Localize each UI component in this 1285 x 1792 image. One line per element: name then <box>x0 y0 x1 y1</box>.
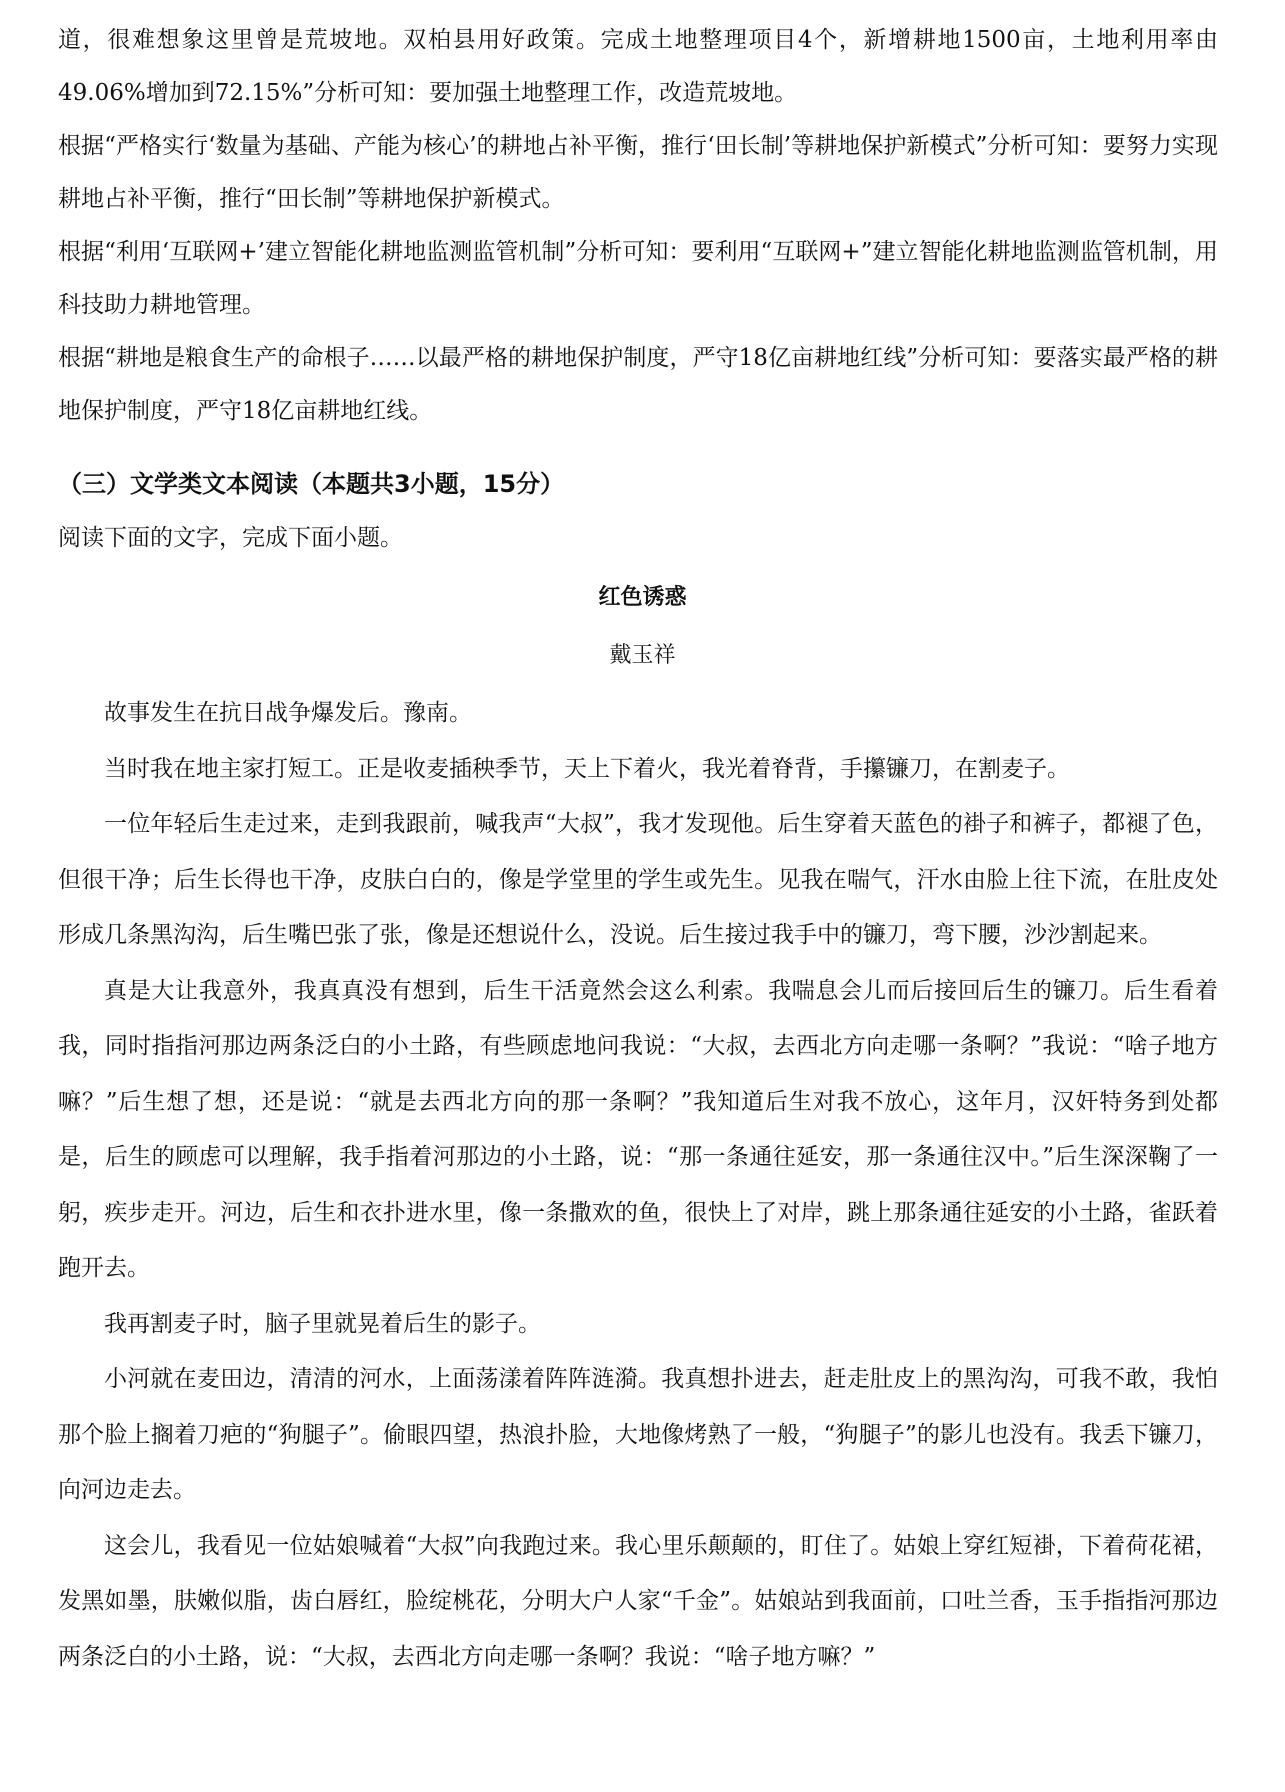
section-heading: （三）文学类文本阅读（本题共3小题，15分） <box>58 470 565 498</box>
analysis-paragraph: 根据“严格实行‘数量为基础、产能为核心’的耕地占补平衡，推行‘田长制’等耕地保护新模式”分析可知：要努力实现耕地占补平衡，推行“田长制”等耕地保护新模式。 <box>58 133 1218 212</box>
story-paragraph: 一位年轻后生走过来，走到我跟前，喊我声“大叔”，我才发现他。后生穿着天蓝色的褂子和裤子，都褪了色，但很干净；后生长得也干净，皮肤白白的，像是学堂里的学生或先生。见我在喘气，汗水由脸上往下流，在肚皮处形成几条黑沟沟，后生嘴巴张了张，像是还想说什么，没说。后生接过我手中的镰刀，弯下腰，沙沙割起来。 <box>58 811 1218 948</box>
analysis-text <box>58 14 1218 438</box>
story-paragraph: 真是大让我意外，我真真没有想到，后生干活竟然会这么利索。我喘息会儿而后接回后生的镰刀。后生看着我，同时指指河那边两条泛白的小土路，有些顾虑地问我说：“大叔，去西北方向走哪一条啊？”我说：“啥子地方嘛？”后生想了想，还是说：“就是去西北方向的那一条啊？”我知道后生对我不放心，这年月，汉奸特务到处都是，后生的顾虑可以理解，我手指着河那边的小土路，说：“那一条通往延安，那一条通往汉中。”后生深深鞠了一躬，疾步走开。河边，后生和衣扑进水里，像一条撒欢的鱼，很快上了对岸，跳上那条通往延安的小土路，雀跃着跑开去。 <box>58 977 1218 1281</box>
analysis-paragraph: 根据“耕地是粮食生产的命根子……以最严格的耕地保护制度，严守18亿亩耕地红线”分析可知：要落实最严格的耕地保护制度，严守18亿亩耕地红线。 <box>58 345 1218 424</box>
story-paragraph: 当时我在地主家打短工。正是收麦插秧季节，天上下着火，我光着脊背，手攥镰刀，在割麦子。 <box>104 755 1070 782</box>
section-instruction: 阅读下面的文字，完成下面小题。 <box>58 525 403 551</box>
story-paragraph: 小河就在麦田边，清清的河水，上面荡漾着阵阵涟漪。我真想扑进去，赶走肚皮上的黑沟沟，可我不敢，我怕那个脸上搁着刀疤的“狗腿子”。偷眼四望，热浪扑脸，大地像烤熟了一般，“狗腿子”的影儿也没有。我丢下镰刀，向河边走去。 <box>58 1366 1218 1503</box>
story-paragraph: 这会儿，我看见一位姑娘喊着“大叔”向我跑过来。我心里乐颠颠的，盯住了。姑娘上穿红短褂，下着荷花裙，发黑如墨，肤嫩似脂，齿白唇红，脸绽桃花，分明大户人家“千金”。姑娘站到我面前，口吐兰香，玉手指指河那边两条泛白的小土路，说：“大叔，去西北方向走哪一条啊？我说：“啥子地方嘛？” <box>58 1532 1218 1670</box>
story-paragraph: 故事发生在抗日战争爆发后。豫南。 <box>104 700 472 726</box>
story-title: 红色诱惑 <box>598 585 687 610</box>
story-paragraph: 我再割麦子时，脑子里就晃着后生的影子。 <box>104 1310 541 1337</box>
story-author: 戴玉祥 <box>609 643 676 668</box>
story-body <box>58 686 1218 1685</box>
analysis-paragraph: 道，很难想象这里曾是荒坡地。双柏县用好政策。完成土地整理项目4个，新增耕地1500亩，土地利用率由49.06%增加到72.15%”分析可知：要加强土地整理工作，改造荒坡地。 <box>58 27 1218 106</box>
analysis-paragraph: 根据“利用‘互联网+’建立智能化耕地监测监管机制”分析可知：要利用“互联网+”建立智能化耕地监测监管机制，用科技助力耕地管理。 <box>58 239 1218 318</box>
